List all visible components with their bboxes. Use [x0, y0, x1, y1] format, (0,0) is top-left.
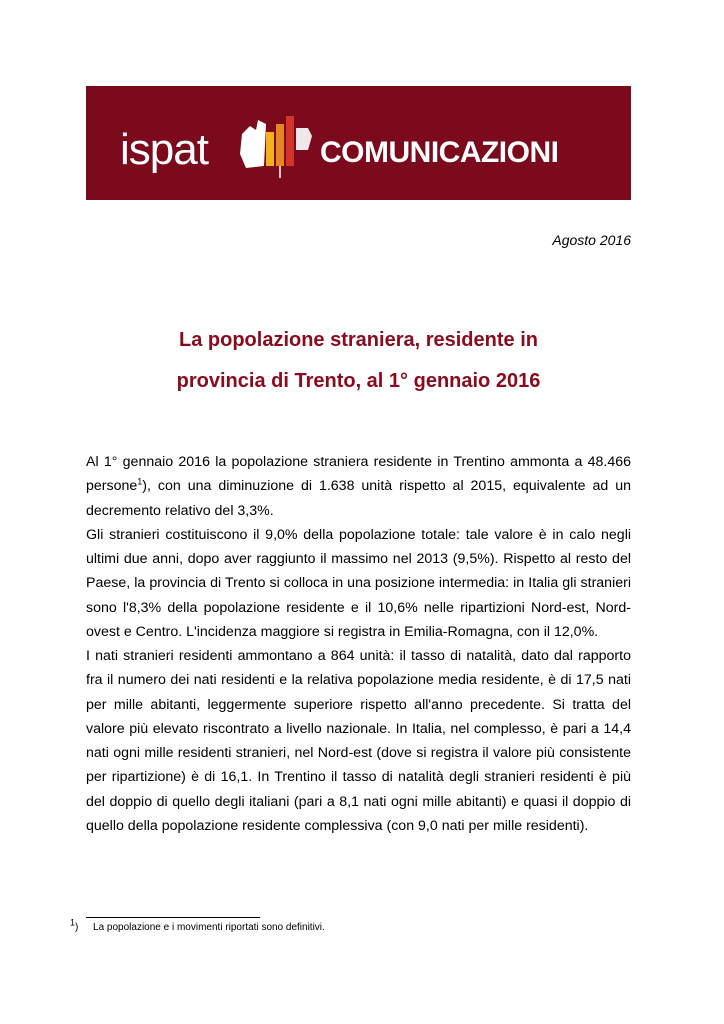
paragraph-1	[86, 450, 631, 523]
page-title-line-2: provincia di Trento, al 1° gennaio 2016	[176, 370, 541, 392]
footnote-paren: )	[75, 922, 79, 933]
ispat-logo-icon	[236, 106, 318, 178]
footnote-reference: 1	[137, 476, 143, 487]
footnote-mark: 1	[70, 917, 76, 928]
page-title-line-1: La popolazione straniera, residente in	[179, 329, 538, 351]
footnote-text: La popolazione e i movimenti riportati sono definitivi.	[93, 922, 325, 933]
paragraph-1-cont: ), con una diminuzione di 1.638 unità rispetto al 2015, equivalente ad un decremento relativo del 3,3%.	[86, 478, 631, 519]
paragraph-1-text: Al 1° gennaio 2016 la popolazione straniera residente in Trentino ammonta a 48.466 persone	[86, 454, 631, 495]
brand-wordmark: ispat	[120, 125, 208, 174]
paragraph-3: I nati stranieri residenti ammontano a 864 unità: il tasso di natalità, dato dal rapporto fra il numero dei nati residenti e la relativa popolazione media residente, è di 17,5 nati per mille abitanti, leggermente superiore rispetto all'anno precedente. Si tratta del valore più elevato riscontrato a livello nazionale. In Italia, nel complesso, è pari a 14,4 nati ogni mille residenti stranieri, nel Nord-est (dove si registra il valore più consistente per ripartizione) è di 16,1. In Trentino il tasso di natalità degli stranieri residenti è più del doppio di quello degli italiani (pari a 8,1 nati ogni mille abitanti) e quasi il doppio di quello della popolazione residente complessiva (con 9,0 nati per mille residenti).	[86, 648, 631, 834]
footnote	[70, 917, 325, 933]
section-title: COMUNICAZIONI	[320, 136, 559, 169]
footnote-divider	[86, 917, 260, 918]
article-body	[86, 450, 631, 838]
publication-date: Agosto 2016	[552, 232, 631, 248]
paragraph-2: Gli stranieri costituiscono il 9,0% della popolazione totale: tale valore è in calo negli ultimi due anni, dopo aver raggiunto il massimo nel 2013 (9,5%). Rispetto al resto del Paese, la provincia di Trento si colloca in una posizione intermedia: in Italia gli stranieri sono l'8,3% della popolazione residente e il 10,6% nelle ripartizioni Nord-est, Nord-ovest e Centro. L'incidenza maggiore si registra in Emilia-Romagna, con il 12,0%.	[86, 526, 631, 640]
